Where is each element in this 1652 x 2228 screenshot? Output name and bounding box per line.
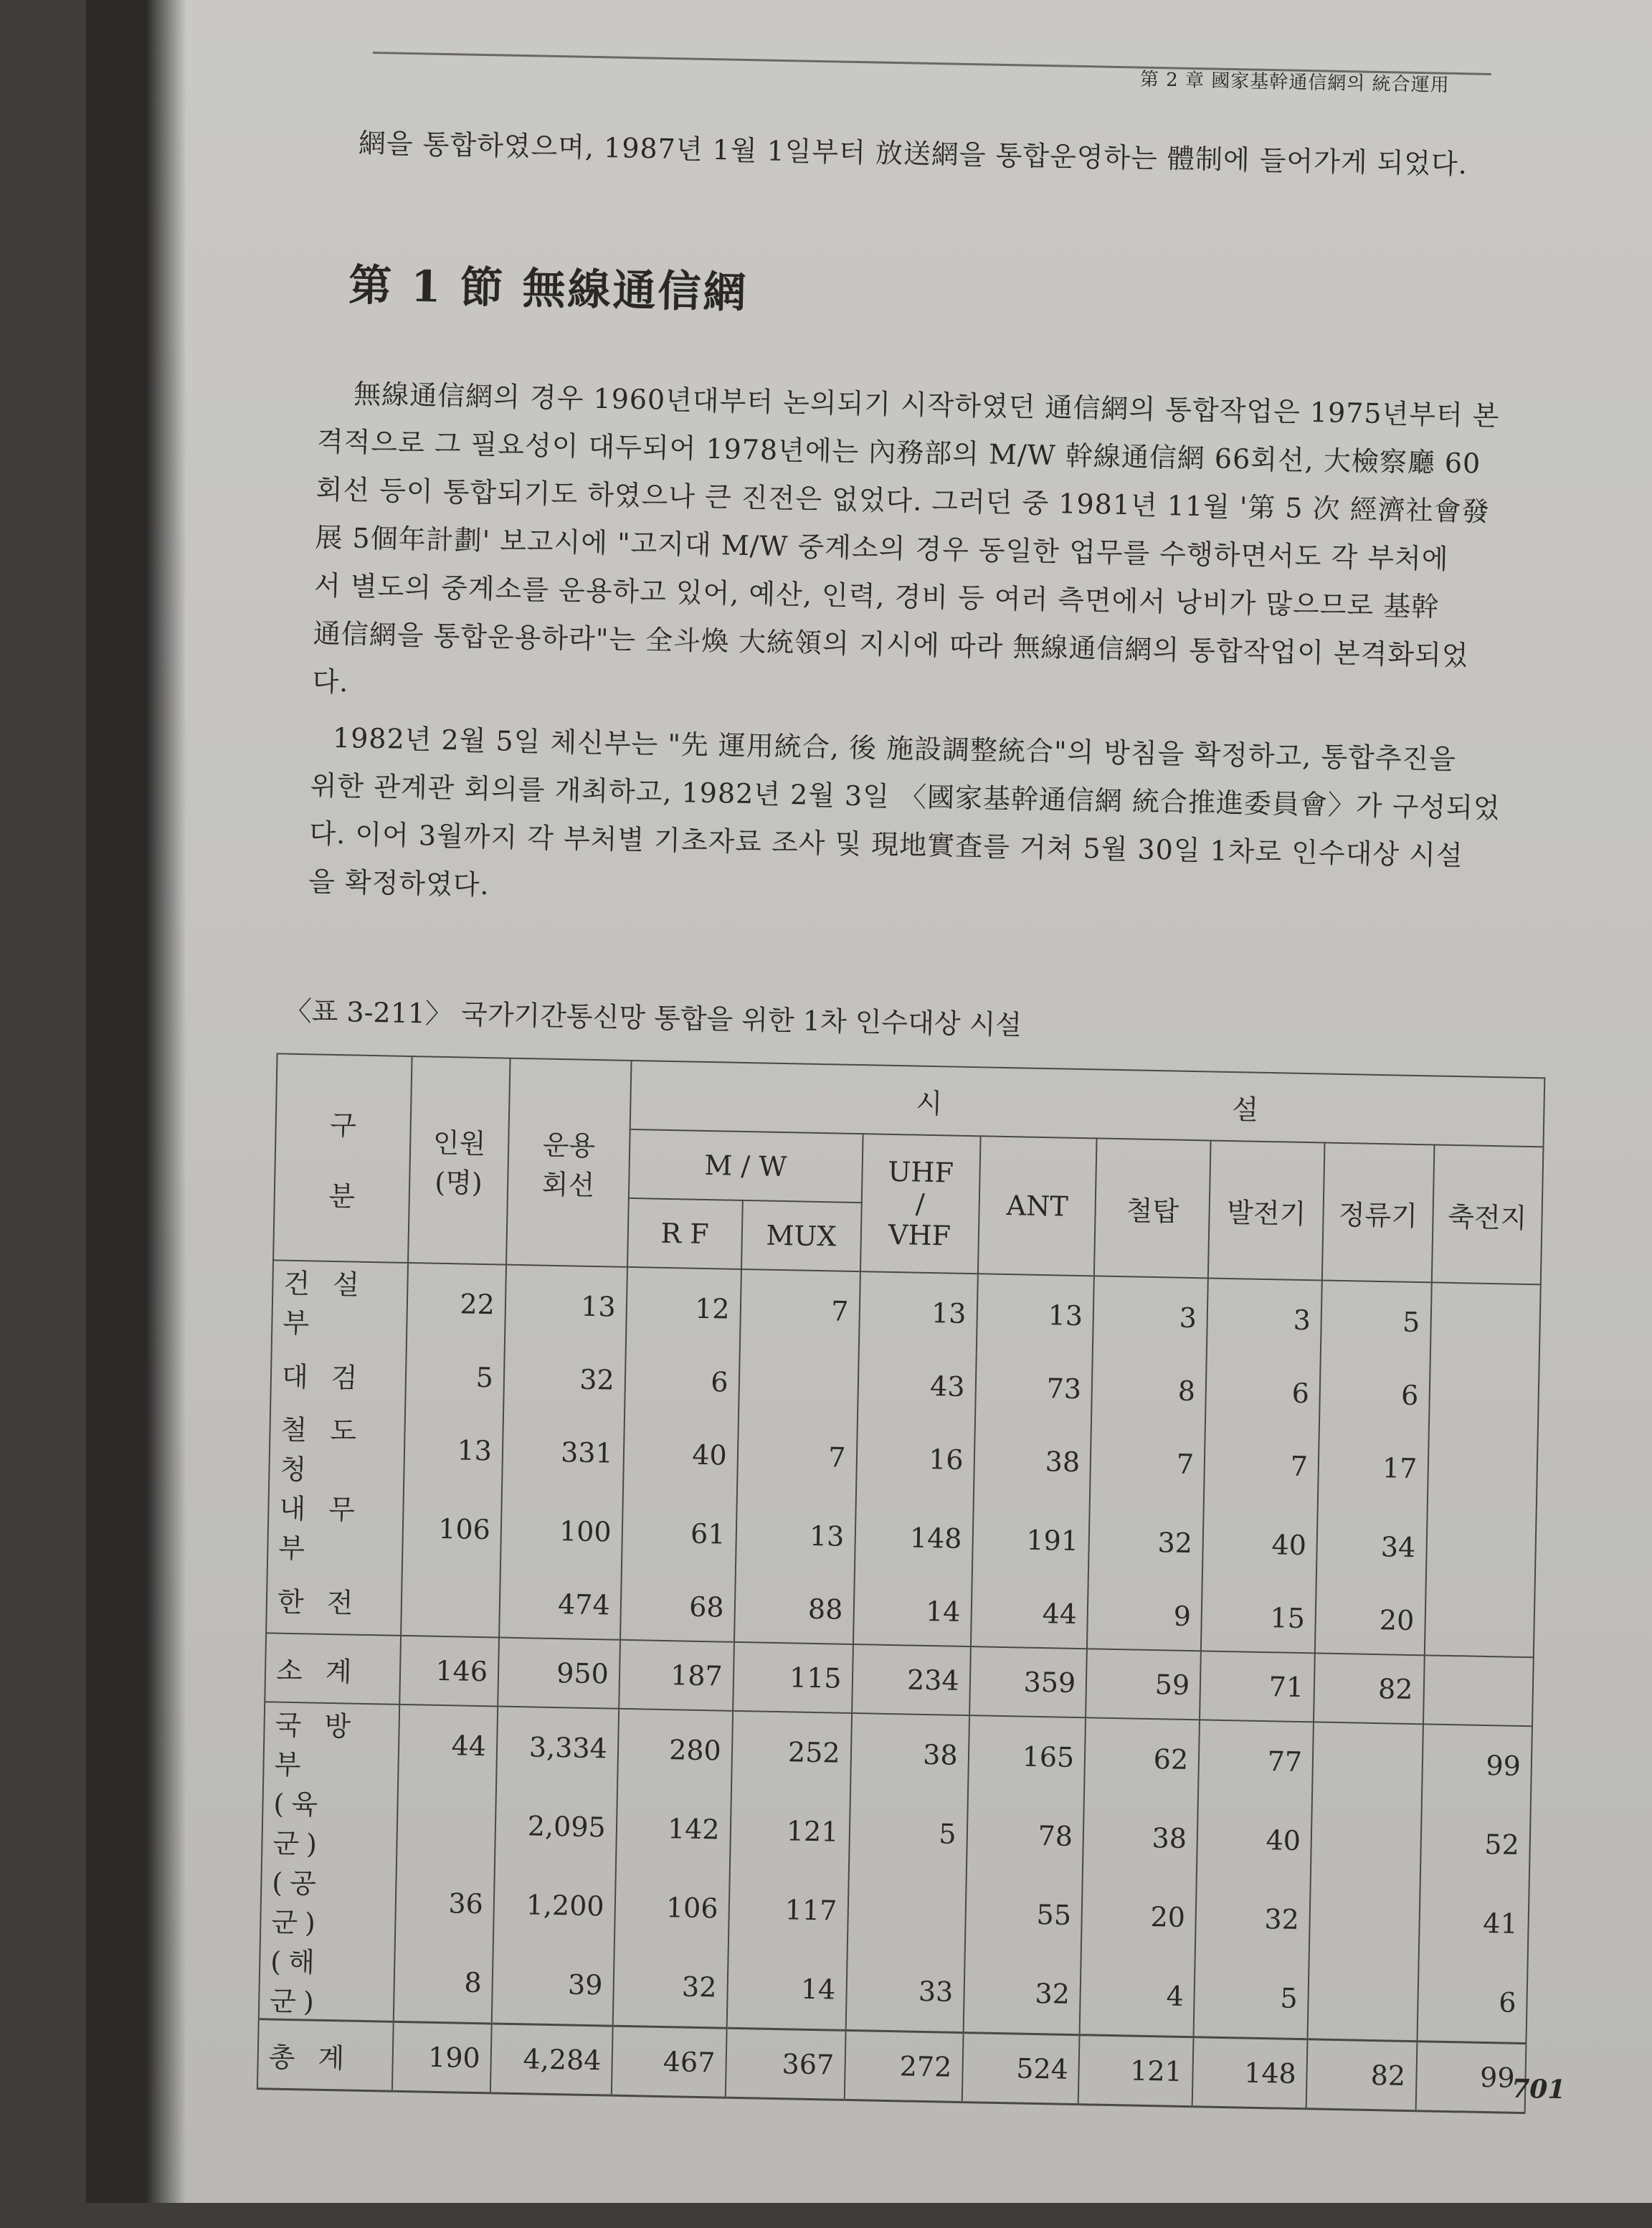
cell: 38 bbox=[1083, 1797, 1198, 1878]
cell: 148 bbox=[1192, 2037, 1308, 2109]
cell: 99 bbox=[1421, 1724, 1532, 1806]
cell: 3,334 bbox=[496, 1707, 619, 1788]
header-text: (명) bbox=[434, 1166, 483, 1199]
cell: 187 bbox=[619, 1640, 734, 1711]
cell: 12 bbox=[626, 1267, 741, 1349]
header-text: 시 bbox=[916, 1087, 943, 1119]
cell: 2,095 bbox=[495, 1786, 617, 1867]
body-line: 회선 등이 통합되기도 하였으나 큰 진전은 없었다. 그러던 중 1981년 11월 '第 5 次 經濟社會發 bbox=[315, 473, 1491, 528]
cell: 44 bbox=[398, 1705, 498, 1786]
cell: 1,200 bbox=[493, 1864, 616, 1945]
cell: 359 bbox=[969, 1646, 1087, 1717]
cell bbox=[1427, 1429, 1538, 1510]
col-header-mw: M / W bbox=[629, 1129, 863, 1203]
cell: 71 bbox=[1200, 1651, 1315, 1722]
col-header-tower: 철탑 bbox=[1094, 1138, 1211, 1278]
col-header-circuits bbox=[506, 1058, 631, 1267]
col-header-category bbox=[273, 1053, 412, 1263]
cell: 8 bbox=[394, 1942, 493, 2024]
cell: 32 bbox=[503, 1345, 626, 1414]
body-line: 격적으로 그 필요성이 대두되어 1978년에는 內務部의 M/W 幹線通信網 66회선, 大檢察廳 60 bbox=[316, 425, 1481, 480]
cell: 331 bbox=[502, 1412, 625, 1493]
col-header-uhf-vhf bbox=[860, 1134, 980, 1274]
cell: 13 bbox=[735, 1495, 855, 1576]
cell: 6 bbox=[1205, 1357, 1321, 1427]
cell: 40 bbox=[1197, 1799, 1312, 1880]
cell: 20 bbox=[1081, 1876, 1197, 1957]
cell: 61 bbox=[622, 1493, 737, 1574]
cell: 5 bbox=[405, 1342, 505, 1412]
cell: 13 bbox=[505, 1265, 627, 1347]
cell bbox=[1425, 1508, 1537, 1589]
cell: 5 bbox=[1321, 1280, 1431, 1362]
cell: 13 bbox=[404, 1410, 503, 1491]
row-label: 대 검 bbox=[270, 1340, 407, 1410]
cell: 44 bbox=[971, 1578, 1088, 1649]
header-text: VHF bbox=[888, 1218, 951, 1252]
body-line: 通信網을 통합운용하라"는 全斗煥 大統領의 지시에 따라 無線通信網의 통합작업이 본격화되었 bbox=[313, 617, 1469, 672]
cell: 190 bbox=[392, 2021, 492, 2093]
table-caption: 〈표 3-211〉 국가기간통신망 통합을 위한 1차 인수대상 시설 bbox=[284, 995, 1022, 1041]
header-text: 운용 bbox=[542, 1129, 596, 1162]
header-text: 회선 bbox=[541, 1168, 595, 1201]
cell: 62 bbox=[1084, 1717, 1200, 1799]
cell: 55 bbox=[964, 1874, 1083, 1955]
cell: 7 bbox=[1090, 1423, 1205, 1504]
row-label: 소 계 bbox=[265, 1633, 401, 1705]
cell: 146 bbox=[399, 1636, 499, 1707]
running-head: 第 2 章 國家基幹通信網의 統合運用 bbox=[1139, 69, 1450, 97]
cell: 4,284 bbox=[490, 2024, 613, 2095]
cell: 142 bbox=[616, 1788, 731, 1869]
row-label: 내 무 부 bbox=[267, 1486, 404, 1568]
cell: 77 bbox=[1198, 1720, 1314, 1801]
cell: 34 bbox=[1316, 1506, 1427, 1587]
row-label: (육 군) bbox=[262, 1781, 398, 1863]
cell: 6 bbox=[625, 1347, 740, 1416]
cell: 367 bbox=[725, 2028, 845, 2100]
cell: 20 bbox=[1315, 1585, 1425, 1655]
row-label: 총 계 bbox=[257, 2019, 394, 2092]
cell: 17 bbox=[1318, 1427, 1428, 1508]
cell: 280 bbox=[617, 1709, 733, 1791]
cell: 9 bbox=[1087, 1580, 1202, 1651]
cell bbox=[401, 1568, 500, 1638]
col-header-personnel bbox=[408, 1056, 511, 1265]
cell: 14 bbox=[853, 1576, 972, 1646]
body-line: 위한 관계관 회의를 개최하고, 1982년 2월 3일 〈國家基幹通信網 統合推進委員會〉가 구성되었 bbox=[310, 769, 1501, 825]
header-text: 분 bbox=[328, 1180, 356, 1213]
cell: 73 bbox=[975, 1353, 1093, 1423]
body-line: 을 확정하였다. bbox=[308, 866, 490, 901]
cell: 121 bbox=[730, 1791, 850, 1872]
cell bbox=[1308, 1959, 1418, 2041]
cell bbox=[847, 1872, 966, 1953]
cell: 22 bbox=[407, 1263, 506, 1345]
cell bbox=[739, 1349, 859, 1418]
row-label: 한 전 bbox=[266, 1565, 402, 1636]
cell: 52 bbox=[1420, 1803, 1531, 1885]
cell: 40 bbox=[623, 1414, 739, 1495]
body-line: 다. bbox=[312, 665, 349, 698]
header-text: 설 bbox=[1231, 1093, 1259, 1126]
cell: 43 bbox=[858, 1351, 977, 1421]
cell: 165 bbox=[968, 1715, 1086, 1797]
cell: 6 bbox=[1319, 1360, 1430, 1429]
cell: 32 bbox=[1195, 1878, 1311, 1959]
cell: 6 bbox=[1417, 1961, 1528, 2043]
cell: 100 bbox=[500, 1491, 623, 1572]
cell: 40 bbox=[1202, 1504, 1318, 1585]
cell: 7 bbox=[1204, 1425, 1319, 1506]
cell: 14 bbox=[726, 1948, 847, 2031]
col-header-ant: ANT bbox=[978, 1136, 1097, 1276]
cell: 272 bbox=[844, 2030, 963, 2102]
cell: 106 bbox=[402, 1489, 502, 1570]
cell: 36 bbox=[395, 1863, 495, 1944]
cell: 41 bbox=[1418, 1882, 1529, 1963]
cell bbox=[1311, 1801, 1421, 1882]
cell: 68 bbox=[620, 1572, 736, 1642]
cell: 38 bbox=[973, 1421, 1091, 1502]
cell: 5 bbox=[1194, 1957, 1309, 2039]
cell: 474 bbox=[499, 1570, 622, 1640]
header-text: 구 bbox=[329, 1109, 357, 1142]
header-text: 인원 bbox=[432, 1127, 486, 1160]
cell: 82 bbox=[1314, 1653, 1424, 1724]
cell: 13 bbox=[858, 1271, 977, 1353]
cell bbox=[1430, 1282, 1541, 1364]
cell: 39 bbox=[492, 1943, 614, 2026]
cell: 467 bbox=[612, 2026, 727, 2097]
cell: 32 bbox=[1088, 1502, 1204, 1583]
cell bbox=[1428, 1362, 1539, 1431]
cell: 117 bbox=[728, 1869, 848, 1950]
cell: 16 bbox=[855, 1418, 974, 1499]
cell: 7 bbox=[737, 1416, 858, 1497]
cell bbox=[1309, 1880, 1420, 1961]
cell: 7 bbox=[739, 1269, 860, 1351]
cell: 4 bbox=[1080, 1955, 1195, 2037]
cell: 3 bbox=[1207, 1278, 1322, 1360]
cell: 59 bbox=[1086, 1649, 1201, 1720]
body-line: 展 5個年計劃' 보고시에 "고지대 M/W 중계소의 경우 동일한 업무를 수행하면서도 각 부처에 bbox=[315, 521, 1449, 575]
body-line: 網을 통합하였으며, 1987년 1월 1일부터 放送網을 통합운영하는 體制에 들어가게 되었다. bbox=[358, 127, 1468, 181]
cell: 15 bbox=[1201, 1583, 1316, 1653]
body-line: 다. 이어 3월까지 각 부처별 기초자료 조사 및 現地實査를 거쳐 5월 30일 1차로 인수대상 시설 bbox=[309, 817, 1463, 872]
col-header-rf: R F bbox=[627, 1198, 743, 1269]
cell: 33 bbox=[845, 1950, 964, 2033]
cell: 524 bbox=[962, 2033, 1079, 2105]
cell: 32 bbox=[963, 1953, 1081, 2035]
cell: 106 bbox=[614, 1867, 730, 1948]
cell: 78 bbox=[966, 1795, 1084, 1876]
cell bbox=[397, 1784, 496, 1865]
row-label: (공 군) bbox=[260, 1860, 397, 1942]
header-text: UHF bbox=[887, 1155, 954, 1189]
cell: 82 bbox=[1306, 2039, 1417, 2111]
body-line: 1982년 2월 5일 체신부는 "先 運用統合, 後 施設調整統合"의 방침을 확정하고, 통합추진을 bbox=[332, 721, 1457, 775]
cell: 148 bbox=[854, 1497, 973, 1578]
row-label: 국 방 부 bbox=[263, 1702, 399, 1784]
cell bbox=[1424, 1587, 1534, 1657]
body-line: 無線通信網의 경우 1960년대부터 논의되기 시작하였던 通信網의 통합작업은 1975년부터 본 bbox=[353, 378, 1500, 432]
cell: 115 bbox=[733, 1642, 853, 1713]
facility-table bbox=[257, 1053, 1545, 2114]
cell bbox=[1423, 1655, 1533, 1726]
cell: 99 bbox=[1415, 2042, 1526, 2113]
cell bbox=[1312, 1722, 1423, 1803]
page-number: 701 bbox=[1511, 2073, 1566, 2105]
col-header-battery: 축전지 bbox=[1431, 1144, 1543, 1284]
cell: 252 bbox=[731, 1711, 852, 1793]
cell: 88 bbox=[734, 1574, 855, 1644]
cell: 13 bbox=[976, 1274, 1094, 1355]
cell: 5 bbox=[848, 1793, 967, 1874]
body-line: 서 별도의 중계소를 운용하고 있어, 예산, 인력, 경비 등 여러 측면에서 낭비가 많으므로 基幹 bbox=[313, 569, 1440, 623]
cell: 3 bbox=[1093, 1276, 1208, 1357]
section-title: 第 1 節 無線通信網 bbox=[348, 260, 749, 318]
row-label: 철 도 청 bbox=[269, 1407, 405, 1489]
header-text: / bbox=[915, 1188, 926, 1220]
cell: 32 bbox=[612, 1946, 728, 2029]
row-label: (해 군) bbox=[259, 1939, 395, 2021]
cell: 191 bbox=[972, 1499, 1090, 1580]
cell: 8 bbox=[1091, 1355, 1207, 1425]
cell: 950 bbox=[498, 1638, 620, 1709]
cell: 234 bbox=[852, 1644, 971, 1715]
cell: 121 bbox=[1078, 2035, 1194, 2107]
col-header-rectifier: 정류기 bbox=[1322, 1143, 1434, 1283]
row-label: 건 설 부 bbox=[272, 1260, 408, 1342]
col-header-mux: MUX bbox=[741, 1200, 862, 1271]
col-header-generator: 발전기 bbox=[1208, 1140, 1325, 1280]
cell: 38 bbox=[850, 1713, 969, 1795]
